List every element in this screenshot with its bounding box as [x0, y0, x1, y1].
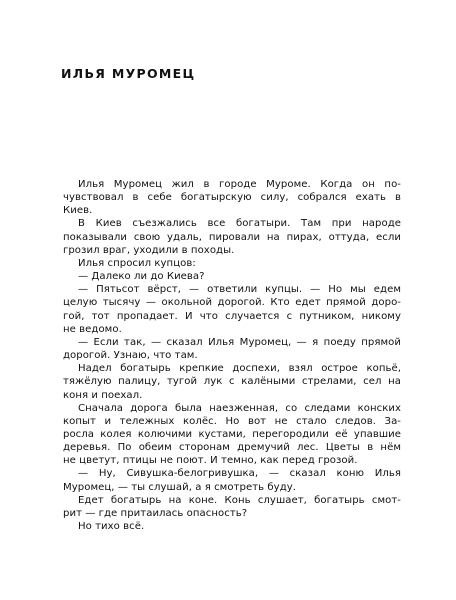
text-line: грозил враг, уходили в походы. — [63, 244, 235, 256]
paragraph — [63, 402, 401, 468]
text-line: Сначала дорога была наезженная, со следами конских — [78, 402, 401, 414]
paragraph — [63, 283, 401, 336]
text-line: гой, тот пропадает. И что случается с путником, никому — [63, 310, 401, 322]
text-line: коня и поехал. — [63, 389, 143, 401]
text-line: Илья Муромец жил в городе Муроме. Когда он по- — [78, 179, 401, 190]
text-line: рит — где притаилась опасность? — [63, 507, 248, 519]
paragraph — [63, 362, 401, 401]
text-line: копыт и тележных колёс. Но вот не стало следов. За- — [63, 415, 401, 427]
text-line: показывали свою удаль, пировали на пирах, оттуда, если — [63, 231, 401, 243]
text-line: Киев. — [63, 205, 93, 217]
text-line: Едет богатырь на коне. Конь слушает, богатырь смот- — [78, 494, 401, 506]
text-line: не ведомо. — [63, 323, 122, 335]
paragraph — [63, 467, 401, 493]
text-line: — Далеко ли до Киева? — [78, 271, 205, 283]
text-line: Илья спросил купцов: — [78, 257, 196, 269]
paragraph — [63, 178, 401, 217]
text-line: не цветут, птицы не поют. И темно, как перед грозой. — [63, 455, 358, 467]
text-line: Муромец, — ты слушай, а я смотреть буду. — [63, 481, 297, 493]
text-line: Но тихо всё. — [78, 521, 145, 533]
text-line: Надел богатырь крепкие доспехи, взял острое копьё, — [78, 363, 401, 375]
text-line: В Киев съезжались все богатыри. Там при народе — [78, 218, 401, 230]
paragraph — [63, 520, 401, 533]
chapter-body — [63, 178, 401, 533]
paragraph — [63, 217, 401, 256]
text-line: целую тысячу — окольной дорогой. Кто едет прямой доро- — [63, 297, 401, 309]
text-line: дорогой. Узнаю, что там. — [63, 350, 198, 362]
text-line: — Пятьсот вёрст, — ответили купцы. — Но мы едем — [78, 284, 401, 296]
text-line: тяжёлую палицу, тугой лук с калёными стрелами, сел на — [63, 376, 401, 388]
text-line: — Ну, Сивушка-белогривушка, — сказал коню Илья — [78, 468, 401, 480]
paragraph — [63, 257, 401, 270]
paragraph — [63, 494, 401, 520]
text-line: — Если так, — сказал Илья Муромец, — я поеду прямой — [78, 336, 401, 348]
chapter-title: ИЛЬЯ МУРОМЕЦ — [61, 66, 196, 81]
text-line: росла колея колючими кустами, перегородили её упавшие — [63, 428, 401, 440]
text-line: чувствовал в себе богатырскую силу, собрался ехать в — [63, 192, 401, 204]
text-line: деревья. По обеим сторонам дремучий лес. Цветы в нём — [63, 442, 401, 454]
paragraph — [63, 270, 401, 283]
paragraph — [63, 336, 401, 362]
